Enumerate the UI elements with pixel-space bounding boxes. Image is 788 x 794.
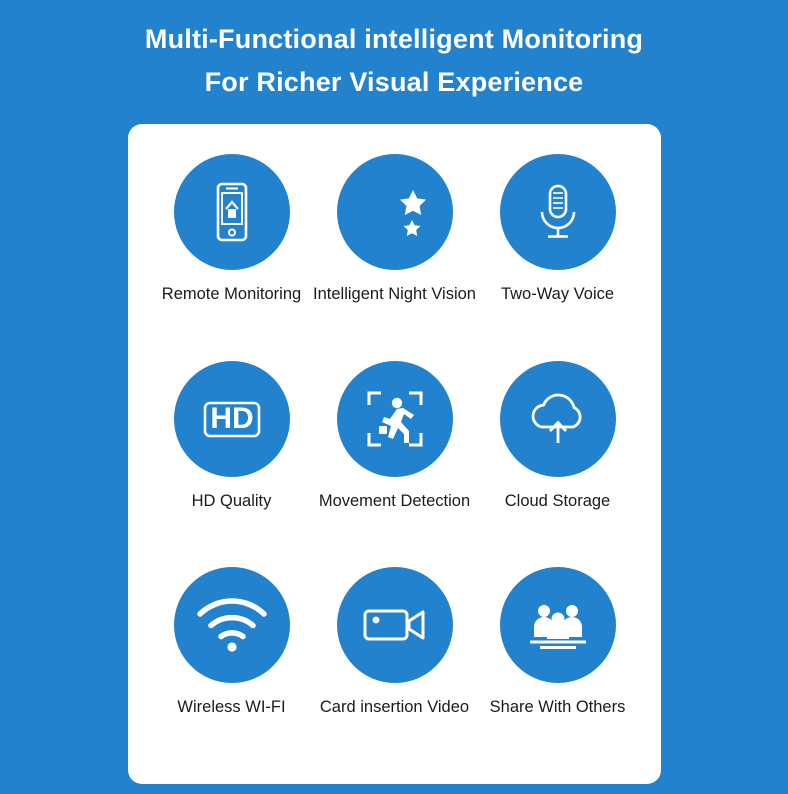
feature-item-wireless-wifi bbox=[150, 567, 313, 774]
feature-item-card-insertion-video bbox=[313, 567, 476, 774]
feature-label: Two-Way Voice bbox=[500, 285, 615, 303]
feature-item-cloud-storage bbox=[476, 361, 639, 568]
wifi-icon bbox=[192, 592, 272, 658]
hd-badge-icon bbox=[192, 383, 272, 455]
feature-label: Remote Monitoring bbox=[161, 285, 302, 303]
feature-item-hd-quality bbox=[150, 361, 313, 568]
feature-item-remote-monitoring bbox=[150, 154, 313, 361]
video-camera-icon bbox=[355, 593, 435, 657]
feature-label: Movement Detection bbox=[318, 491, 471, 510]
feature-icon-circle bbox=[500, 567, 616, 683]
feature-icon-circle bbox=[174, 154, 290, 270]
feature-label: Card insertion Video bbox=[319, 698, 470, 717]
feature-item-two-way-voice bbox=[476, 154, 639, 361]
feature-card bbox=[128, 124, 661, 784]
feature-label: Intelligent Night Vision bbox=[313, 285, 476, 303]
feature-grid bbox=[150, 154, 639, 774]
hd-badge-text: HD bbox=[209, 401, 254, 435]
feature-icon-circle bbox=[337, 567, 453, 683]
moon-stars-icon bbox=[355, 176, 435, 248]
headline bbox=[0, 0, 788, 104]
feature-item-share-with-others bbox=[476, 567, 639, 774]
feature-item-night-vision bbox=[313, 154, 476, 361]
feature-icon-circle bbox=[174, 567, 290, 683]
feature-item-movement-detection bbox=[313, 361, 476, 568]
microphone-icon bbox=[522, 176, 594, 248]
feature-icon-circle bbox=[174, 361, 290, 477]
feature-label: HD Quality bbox=[191, 491, 272, 510]
smartphone-home-icon bbox=[196, 176, 268, 248]
family-share-icon bbox=[518, 589, 598, 661]
headline-line-1: Multi-Functional intelligent Monitoring bbox=[144, 24, 644, 54]
feature-icon-circle bbox=[337, 154, 453, 270]
headline-line-2: For Richer Visual Experience bbox=[204, 67, 584, 97]
feature-icon-circle bbox=[500, 154, 616, 270]
feature-label: Share With Others bbox=[489, 698, 626, 717]
feature-label: Wireless WI-FI bbox=[177, 698, 286, 717]
feature-icon-circle bbox=[500, 361, 616, 477]
running-person-detection-icon bbox=[357, 381, 433, 457]
feature-icon-circle bbox=[337, 361, 453, 477]
feature-label: Cloud Storage bbox=[504, 491, 611, 510]
cloud-upload-icon bbox=[518, 383, 598, 455]
